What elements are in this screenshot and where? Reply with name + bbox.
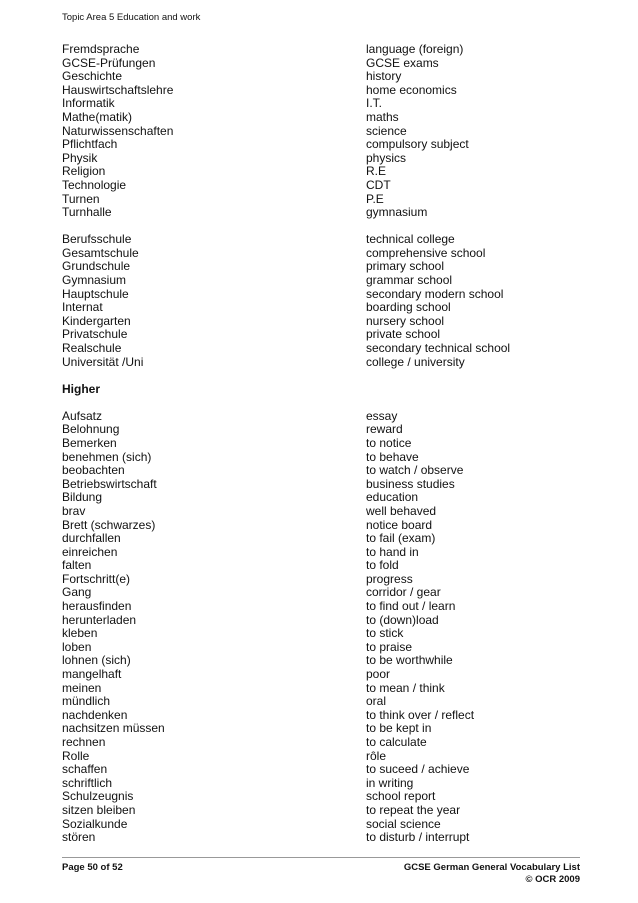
- german-term: beobachten: [62, 463, 125, 478]
- german-term: benehmen (sich): [62, 449, 152, 464]
- english-term: CDT: [366, 177, 391, 192]
- vocab-row: [62, 627, 582, 641]
- german-term: meinen: [62, 680, 102, 695]
- german-term: herunterladen: [62, 612, 137, 627]
- vocab-row: [62, 57, 582, 71]
- english-term: to think over / reflect: [366, 707, 475, 722]
- english-term: to mean / think: [366, 680, 445, 695]
- english-term: I.T.: [366, 96, 383, 111]
- vocab-row: [62, 491, 582, 505]
- vocab-row: [62, 478, 582, 492]
- german-term: Kindergarten: [62, 313, 131, 328]
- german-term: Hauswirtschaftslehre: [62, 82, 174, 97]
- german-term: schriftlich: [62, 775, 113, 790]
- vocab-row: [62, 410, 582, 424]
- german-term: Gymnasium: [62, 273, 127, 287]
- vocab-row: [62, 559, 582, 573]
- english-term: technical college: [366, 232, 455, 247]
- german-term: Aufsatz: [62, 408, 103, 423]
- english-term: to calculate: [366, 735, 427, 749]
- vocab-row: [62, 423, 582, 437]
- document-title: GCSE German General Vocabulary List: [403, 862, 580, 873]
- german-term: lohnen (sich): [62, 653, 131, 668]
- english-term: secondary modern school: [366, 286, 504, 301]
- english-term: to praise: [366, 639, 413, 654]
- english-term: to find out / learn: [366, 599, 456, 614]
- english-term: P.E: [366, 191, 384, 206]
- english-term: to fail (exam): [366, 531, 436, 546]
- english-term: to (down)load: [366, 612, 439, 627]
- german-term: Belohnung: [62, 422, 120, 437]
- german-term: Bemerken: [62, 435, 117, 450]
- german-term: Mathe(matik): [62, 109, 133, 124]
- german-term: Betriebswirtschaft: [62, 476, 157, 491]
- vocab-row: [62, 43, 582, 57]
- german-term: Geschichte: [62, 69, 123, 84]
- english-term: well behaved: [366, 503, 437, 518]
- vocab-row: [62, 668, 582, 682]
- english-term: to hand in: [366, 544, 419, 559]
- english-term: R.E: [366, 164, 387, 179]
- vocab-row: [62, 260, 582, 274]
- english-term: grammar school: [366, 273, 453, 287]
- german-term: Gang: [62, 585, 92, 600]
- vocab-row: [62, 437, 582, 451]
- vocab-row: [62, 709, 582, 723]
- vocab-row: [62, 451, 582, 465]
- vocab-row: [62, 763, 582, 777]
- german-term: Fremdsprache: [62, 42, 140, 56]
- vocab-row: [62, 682, 582, 696]
- vocab-row: [62, 301, 582, 315]
- german-term: Universität /Uni: [62, 354, 144, 369]
- vocab-row: [62, 505, 582, 519]
- german-term: sitzen bleiben: [62, 802, 136, 817]
- english-term: language (foreign): [366, 42, 464, 56]
- english-term: education: [366, 490, 419, 505]
- german-term: Naturwissenschaften: [62, 123, 174, 138]
- german-term: nachdenken: [62, 707, 128, 722]
- english-term: comprehensive school: [366, 245, 486, 260]
- vocab-row: [62, 641, 582, 655]
- english-term: to notice: [366, 435, 412, 450]
- german-term: Pflichtfach: [62, 137, 118, 152]
- vocab-row: [62, 165, 582, 179]
- vocab-row: [62, 804, 582, 818]
- english-term: notice board: [366, 517, 433, 532]
- vocab-row: [62, 573, 582, 587]
- english-term: corridor / gear: [366, 585, 441, 600]
- german-term: Fortschritt(e): [62, 571, 131, 586]
- english-term: in writing: [366, 775, 414, 790]
- vocab-row: [62, 790, 582, 804]
- english-term: to repeat the year: [366, 802, 461, 817]
- english-term: essay: [366, 408, 398, 423]
- german-term: Brett (schwarzes): [62, 517, 156, 532]
- vocab-row: [62, 247, 582, 261]
- german-term: brav: [62, 503, 86, 518]
- english-term: GCSE exams: [366, 55, 439, 70]
- page-number: Page 50 of 52: [62, 862, 123, 873]
- vocab-row: [62, 179, 582, 193]
- german-term: Grundschule: [62, 259, 131, 274]
- english-term: compulsory subject: [366, 137, 469, 152]
- german-term: einreichen: [62, 544, 118, 559]
- german-term: stören: [62, 830, 96, 845]
- vocab-row: [62, 519, 582, 533]
- vocab-row: [62, 233, 582, 247]
- german-term: schaffen: [62, 762, 108, 777]
- german-term: falten: [62, 558, 92, 573]
- vocab-row: [62, 532, 582, 546]
- higher-vocab-group: [62, 410, 582, 845]
- german-term: GCSE-Prüfungen: [62, 55, 156, 70]
- vocab-row: [62, 695, 582, 709]
- english-term: to behave: [366, 449, 419, 464]
- vocab-row: [62, 614, 582, 628]
- english-term: to fold: [366, 558, 399, 573]
- vocab-row: [62, 274, 582, 288]
- english-term: home economics: [366, 82, 457, 97]
- english-term: to watch / observe: [366, 463, 464, 478]
- vocab-row: [62, 464, 582, 478]
- english-term: gymnasium: [366, 205, 428, 220]
- german-term: rechnen: [62, 735, 106, 749]
- vocab-row: [62, 586, 582, 600]
- english-term: physics: [366, 150, 407, 165]
- vocabulary-list: [62, 43, 582, 845]
- german-term: Privatschule: [62, 327, 128, 342]
- german-term: durchfallen: [62, 531, 121, 546]
- spacer: [62, 396, 582, 410]
- english-term: to be worthwhile: [366, 653, 453, 668]
- vocab-row: [62, 97, 582, 111]
- higher-heading: Higher: [62, 381, 101, 396]
- vocab-row: [62, 722, 582, 736]
- english-term: to stick: [366, 626, 404, 641]
- german-term: Informatik: [62, 96, 115, 111]
- german-term: Bildung: [62, 490, 103, 505]
- vocab-row: [62, 193, 582, 207]
- copyright: © OCR 2009: [525, 874, 580, 885]
- vocab-row: [62, 777, 582, 791]
- english-term: history: [366, 69, 402, 84]
- vocab-row: [62, 818, 582, 832]
- english-term: social science: [366, 816, 441, 831]
- footer-right: [404, 862, 580, 886]
- vocab-row: [62, 111, 582, 125]
- english-term: business studies: [366, 476, 455, 491]
- subjects-group: [62, 43, 582, 220]
- english-term: science: [366, 123, 407, 138]
- vocab-row: [62, 84, 582, 98]
- vocab-row: [62, 356, 582, 370]
- vocab-row: [62, 750, 582, 764]
- vocab-row: [62, 288, 582, 302]
- english-term: reward: [366, 422, 403, 437]
- german-term: Schulzeugnis: [62, 789, 134, 804]
- vocab-row: [62, 600, 582, 614]
- german-term: Realschule: [62, 340, 122, 355]
- english-term: rôle: [366, 748, 387, 763]
- english-term: to suceed / achieve: [366, 762, 470, 777]
- vocab-row: [62, 328, 582, 342]
- school-types-group: [62, 233, 582, 369]
- vocab-row: [62, 546, 582, 560]
- vocab-row: [62, 152, 582, 166]
- english-term: school report: [366, 789, 436, 804]
- german-term: kleben: [62, 626, 98, 641]
- english-term: secondary technical school: [366, 340, 511, 355]
- english-term: boarding school: [366, 300, 451, 315]
- german-term: Turnhalle: [62, 205, 112, 220]
- vocab-row: [62, 831, 582, 845]
- english-term: to be kept in: [366, 721, 432, 736]
- german-term: loben: [62, 639, 92, 654]
- vocab-row: [62, 138, 582, 152]
- german-term: Gesamtschule: [62, 245, 139, 260]
- english-term: oral: [366, 694, 387, 709]
- vocab-row: [62, 654, 582, 668]
- german-term: Technologie: [62, 177, 127, 192]
- german-term: Hauptschule: [62, 286, 129, 301]
- german-term: mündlich: [62, 694, 111, 709]
- vocab-row: [62, 315, 582, 329]
- german-term: Berufsschule: [62, 232, 132, 247]
- english-term: nursery school: [366, 313, 445, 328]
- footer-divider: [62, 857, 580, 858]
- english-term: poor: [366, 667, 391, 682]
- english-term: maths: [366, 109, 399, 124]
- vocab-row: [62, 125, 582, 139]
- english-term: primary school: [366, 259, 445, 274]
- english-term: to disturb / interrupt: [366, 830, 470, 845]
- vocab-row: [62, 70, 582, 84]
- page-header: Topic Area 5 Education and work: [62, 12, 201, 23]
- german-term: nachsitzen müssen: [62, 721, 165, 736]
- german-term: Sozialkunde: [62, 816, 128, 831]
- spacer: [62, 369, 582, 383]
- english-term: college / university: [366, 354, 465, 369]
- english-term: private school: [366, 327, 441, 342]
- vocab-row: [62, 342, 582, 356]
- vocab-row: [62, 206, 582, 220]
- german-term: Religion: [62, 164, 106, 179]
- german-term: Internat: [62, 300, 103, 315]
- german-term: herausfinden: [62, 599, 132, 614]
- german-term: mangelhaft: [62, 667, 122, 682]
- german-term: Physik: [62, 150, 98, 165]
- vocab-row: [62, 736, 582, 750]
- german-term: Rolle: [62, 748, 90, 763]
- english-term: progress: [366, 571, 413, 586]
- spacer: [62, 220, 582, 234]
- german-term: Turnen: [62, 191, 100, 206]
